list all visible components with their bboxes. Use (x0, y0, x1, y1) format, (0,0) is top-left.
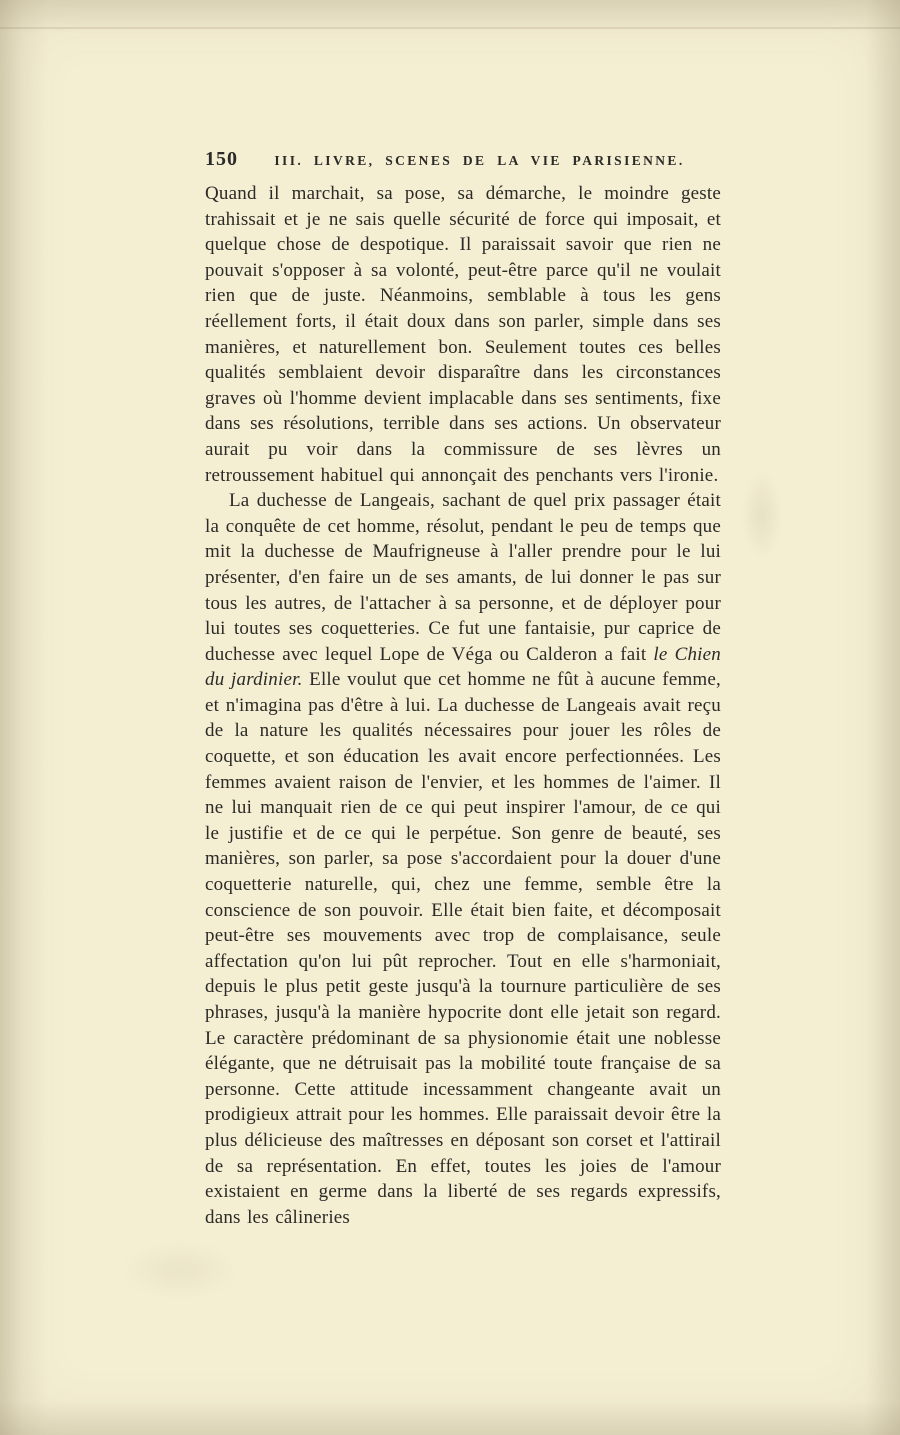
paper-stain (742, 470, 782, 560)
text-segment: Quand il marchait, sa pose, sa démarche, le moindre geste trahissait et je ne sais quelle sécurité de force qui imposait, et quelque chose de despotique. Il paraissait savoir que rien ne pouvait s'opposer à sa volonté, peut-être parce qu'il ne voulait rien que de juste. Néanmoins, semblable à tous les gens réellement forts, il était doux dans son parler, simple dans ses manières, et naturellement bon. Seulement toutes ces belles qualités semblaient devoir disparaître dans les circonstances graves où l'homme devient implacable dans ses sentiments, fixe dans ses résolutions, terrible dans ses actions. Un observateur aurait pu voir dans la commissure de ses lèvres un retroussement habituel qui annonçait des penchants vers l'ironie. (205, 183, 721, 486)
scan-edge-left (0, 0, 48, 1435)
paragraph (205, 488, 721, 1230)
page-number: 150 (205, 148, 238, 170)
paragraph (205, 181, 721, 488)
italic-phrase: le Chien du jardinier. (205, 643, 721, 691)
scan-edge-right (866, 0, 900, 1435)
page-header (205, 148, 721, 171)
body-text (205, 181, 721, 1230)
paper-stain (120, 1240, 240, 1300)
running-title: III. LIVRE, SCENES DE LA VIE PARISIENNE. (274, 153, 685, 168)
text-segment: La duchesse de Langeais, sachant de quel prix passager était la conquête de cet homme, résolut, pendant le peu de temps que mit la duchesse de Maufrigneuse à l'aller prendre pour le lui présenter, d'en faire un de ses amants, de lui donner le pas sur tous les autres, de l'attacher à sa personne, et de déployer pour lui toutes ses coquetteries. Ce fut une fantaisie, pur caprice de duchesse avec lequel Lope de Véga ou Calderon a fait (205, 490, 721, 665)
scan-edge-top (0, 0, 900, 34)
scan-edge-bottom (0, 1401, 900, 1435)
paper-crease (0, 27, 900, 29)
text-segment: Elle voulut que cet homme ne fût à aucune femme, et n'imagina pas d'être à lui. La duchesse de Langeais avait reçu de la nature les qualités nécessaires pour jouer les rôles de coquette, et son éducation les avait encore perfectionnées. Les femmes avaient raison de l'envier, et les hommes de l'aimer. Il ne lui manquait rien de ce qui peut inspirer l'amour, de ce qui le justifie et de ce qui le perpétue. Son genre de beauté, ses manières, son parler, sa pose s'accordaient pour la douer d'une coquetterie naturelle, qui, chez une femme, semble être la conscience de son pouvoir. Elle était bien faite, et décomposait peut-être ses mouvements avec trop de complaisance, seule affectation qu'on lui pût reprocher. Tout en elle s'harmoniait, depuis le plus petit geste jusqu'à la tournure particulière de ses phrases, jusqu'à la manière hypocrite dont elle jetait son regard. Le caractère prédominant de sa physionomie était une noblesse élégante, que ne détruisait pas la mobilité toute française de sa personne. Cette attitude incessamment changeante avait un prodigieux attrait pour les hommes. Elle paraissait devoir être la plus délicieuse des maîtresses en déposant son corset et l'attirail de sa représentation. En effet, toutes les joies de l'amour existaient en germe dans la liberté de ses regards expressifs, dans les câlineries (205, 669, 721, 1228)
text-column (205, 148, 721, 1230)
